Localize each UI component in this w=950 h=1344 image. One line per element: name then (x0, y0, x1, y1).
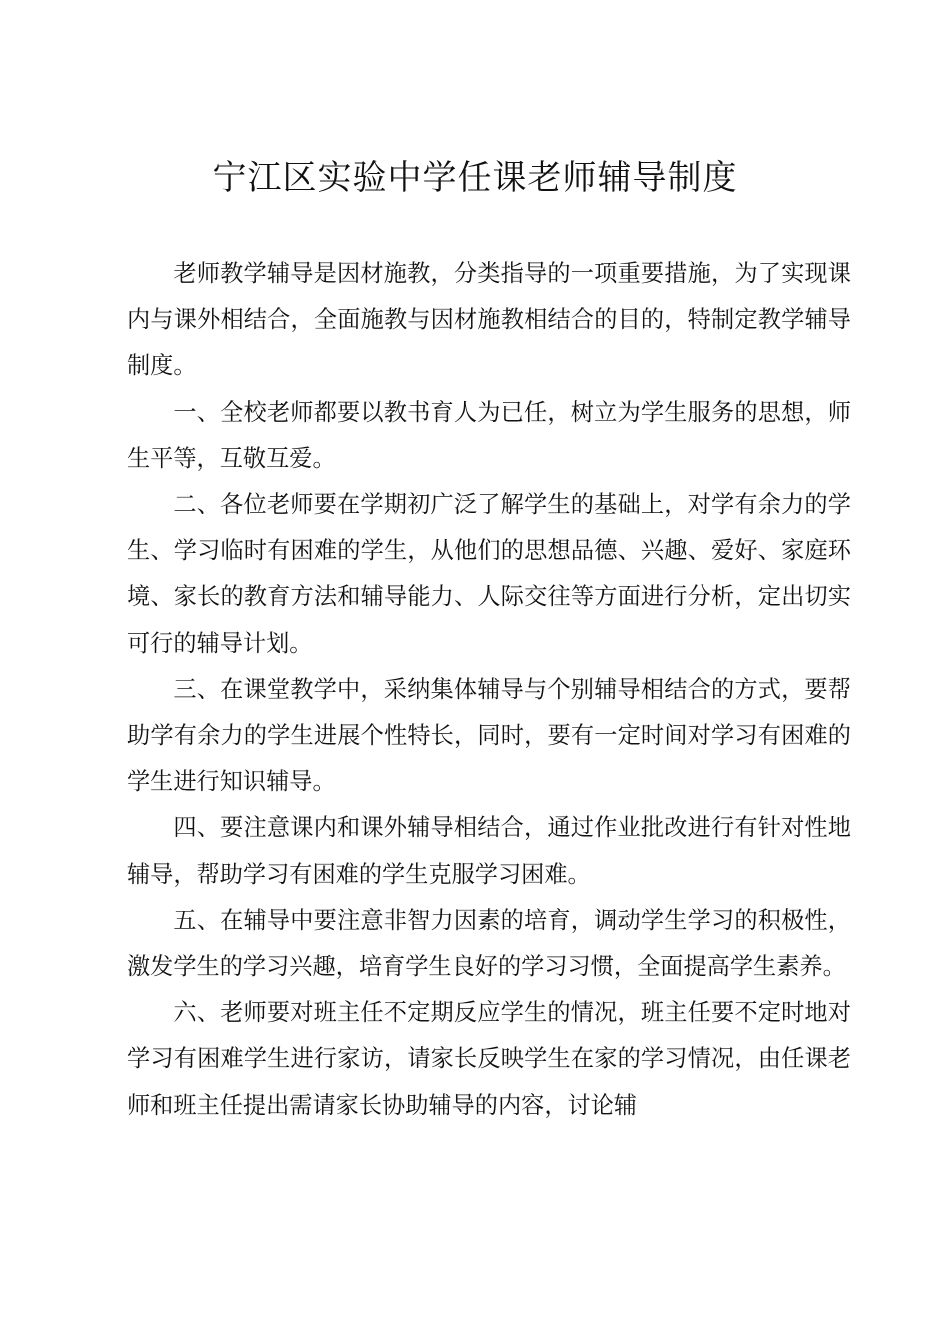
paragraph-item-4: 四、要注意课内和课外辅导相结合，通过作业批改进行有针对性地辅导，帮助学习有困难的学生克服学习困难。 (127, 814, 851, 888)
paragraph-item-6: 六、老师要对班主任不定期反应学生的情况，班主任要不定时地对学习有困难学生进行家访，请家长反映学生在家的学习情况，由任课老师和班主任提出需请家长协助辅导的内容，讨论辅 (127, 999, 851, 1119)
paragraph-item-2: 二、各位老师要在学期初广泛了解学生的基础上，对学有余力的学生、学习临时有困难的学生，从他们的思想品德、兴趣、爱好、家庭环境、家长的教育方法和辅导能力、人际交往等方面进行分析，定出切实可行的辅导计划。 (127, 491, 851, 657)
paragraph-item-1: 一、全校老师都要以教书育人为已任，树立为学生服务的思想，师生平等，互敬互爱。 (127, 398, 851, 472)
paragraph-item-3: 三、在课堂教学中，采纳集体辅导与个别辅导相结合的方式，要帮助学有余力的学生进展个性特长，同时，要有一定时间对学习有困难的学生进行知识辅导。 (127, 675, 851, 796)
paragraph-intro: 老师教学辅导是因材施教，分类指导的一项重要措施，为了实现课内与课外相结合，全面施教与因材施教相结合的目的，特制定教学辅导制度。 (127, 260, 851, 380)
paragraph-item-5: 五、在辅导中要注意非智力因素的培育，调动学生学习的积极性，激发学生的学习兴趣，培育学生良好的学习习惯，全面提高学生素养。 (127, 906, 851, 981)
document-body (127, 251, 851, 1129)
document-title: 宁江区实验中学任课老师辅导制度 (212, 158, 738, 198)
